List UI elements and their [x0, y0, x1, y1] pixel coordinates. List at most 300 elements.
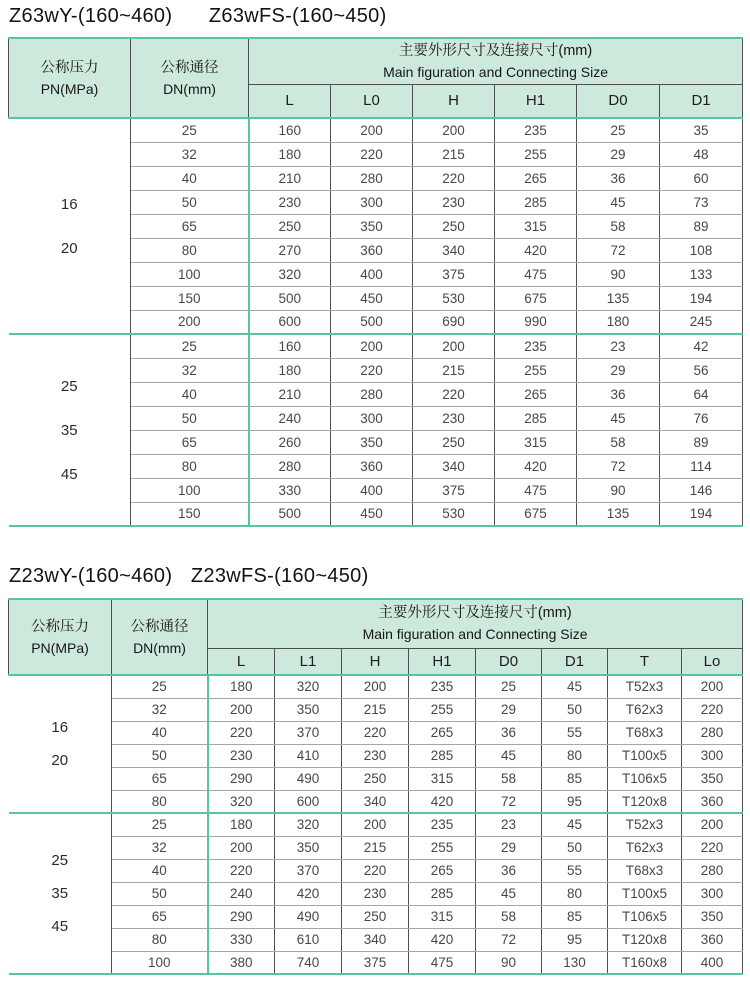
size-header-zh: 主要外形尺寸及连接尺寸(mm) — [378, 605, 572, 622]
column-header-d1: D1 — [660, 84, 743, 118]
value-cell: 220 — [331, 358, 413, 382]
value-cell: 133 — [660, 262, 743, 286]
dn-cell: 65 — [131, 430, 249, 454]
dn-cell: 80 — [112, 790, 208, 813]
pn-group-cell — [9, 813, 112, 974]
column-header-l: L — [249, 84, 331, 118]
value-cell: 490 — [275, 905, 342, 928]
table-row — [9, 882, 743, 905]
value-cell: 45 — [476, 744, 542, 767]
size-header-cell — [249, 38, 743, 84]
value-cell: 55 — [542, 859, 608, 882]
pn-value: 16 — [51, 719, 69, 736]
value-cell: 230 — [413, 406, 495, 430]
diameter-header-en: DN(mm) — [133, 639, 186, 656]
value-cell: 350 — [275, 698, 342, 721]
dn-cell: 100 — [131, 478, 249, 502]
value-cell: 200 — [331, 118, 413, 142]
dn-cell: 32 — [112, 698, 208, 721]
dn-cell: 50 — [131, 406, 249, 430]
model-range-z63wfs: Z63wFS-(160~450) — [208, 5, 387, 27]
value-cell: 215 — [413, 358, 495, 382]
value-cell: 230 — [249, 190, 331, 214]
pn-group-cell — [9, 675, 112, 813]
value-cell: 200 — [682, 675, 743, 698]
value-cell: 420 — [409, 790, 476, 813]
pn-value: 16 — [60, 195, 78, 213]
value-cell: 72 — [577, 454, 660, 478]
pn-values — [9, 196, 131, 257]
value-cell: T120x8 — [608, 928, 682, 951]
pn-value: 25 — [51, 852, 69, 869]
value-cell: 220 — [331, 142, 413, 166]
dn-cell: 50 — [112, 882, 208, 905]
value-cell: 72 — [476, 928, 542, 951]
value-cell: 200 — [208, 698, 275, 721]
value-cell: 130 — [542, 951, 608, 974]
column-header-l0: L0 — [331, 84, 413, 118]
pressure-header-cell — [9, 599, 112, 675]
value-cell: 215 — [413, 142, 495, 166]
dn-cell: 40 — [112, 859, 208, 882]
dn-cell: 25 — [112, 675, 208, 698]
value-cell: T52x3 — [608, 813, 682, 836]
value-cell: 29 — [577, 358, 660, 382]
value-cell: 255 — [495, 358, 577, 382]
size-header-en: Main figuration and Connecting Size — [383, 63, 608, 80]
value-cell: 200 — [342, 675, 409, 698]
column-header-h1: H1 — [409, 648, 476, 675]
value-cell: 42 — [660, 334, 743, 358]
table-row — [9, 334, 743, 358]
value-cell: 500 — [249, 502, 331, 526]
value-cell: T62x3 — [608, 836, 682, 859]
value-cell: 135 — [577, 286, 660, 310]
column-header-h: H — [413, 84, 495, 118]
value-cell: 320 — [208, 790, 275, 813]
value-cell: 235 — [495, 334, 577, 358]
value-cell: 300 — [331, 406, 413, 430]
value-cell: 260 — [249, 430, 331, 454]
diameter-header-cell — [112, 599, 208, 675]
dn-cell: 50 — [112, 744, 208, 767]
value-cell: 36 — [476, 721, 542, 744]
value-cell: 220 — [208, 721, 275, 744]
value-cell: 315 — [409, 905, 476, 928]
value-cell: 270 — [249, 238, 331, 262]
value-cell: 220 — [413, 166, 495, 190]
pressure-header-en: PN(MPa) — [40, 80, 99, 97]
value-cell: 500 — [331, 310, 413, 334]
value-cell: 370 — [275, 859, 342, 882]
pn-values — [9, 719, 112, 769]
value-cell: 740 — [275, 951, 342, 974]
value-cell: 315 — [409, 767, 476, 790]
value-cell: 285 — [409, 744, 476, 767]
value-cell: 475 — [495, 262, 577, 286]
pn-value: 20 — [51, 752, 69, 769]
value-cell: 420 — [495, 454, 577, 478]
value-cell: T100x5 — [608, 882, 682, 905]
diameter-header-en: DN(mm) — [163, 80, 216, 97]
value-cell: 200 — [342, 813, 409, 836]
value-cell: 250 — [413, 430, 495, 454]
value-cell: 475 — [495, 478, 577, 502]
value-cell: 90 — [577, 478, 660, 502]
value-cell: 600 — [249, 310, 331, 334]
column-header-l1: L1 — [275, 648, 342, 675]
value-cell: 200 — [413, 334, 495, 358]
value-cell: 23 — [476, 813, 542, 836]
model-range-z63wy: Z63wY-(160~460) — [9, 5, 173, 27]
value-cell: 250 — [249, 214, 331, 238]
value-cell: 220 — [208, 859, 275, 882]
value-cell: 45 — [577, 406, 660, 430]
value-cell: 330 — [208, 928, 275, 951]
value-cell: 89 — [660, 430, 743, 454]
pn-values — [9, 852, 112, 935]
value-cell: 280 — [682, 721, 743, 744]
value-cell: 45 — [542, 675, 608, 698]
value-cell: 350 — [331, 214, 413, 238]
column-header-h1: H1 — [495, 84, 577, 118]
dn-cell: 80 — [112, 928, 208, 951]
value-cell: 300 — [331, 190, 413, 214]
value-cell: 250 — [342, 767, 409, 790]
value-cell: 675 — [495, 286, 577, 310]
dn-cell: 25 — [131, 118, 249, 142]
value-cell: 600 — [275, 790, 342, 813]
value-cell: 210 — [249, 382, 331, 406]
value-cell: 235 — [409, 813, 476, 836]
column-header-d1: D1 — [542, 648, 608, 675]
value-cell: 45 — [476, 882, 542, 905]
value-cell: 315 — [495, 214, 577, 238]
table-row — [9, 790, 743, 813]
value-cell: 50 — [542, 836, 608, 859]
table-title-z23 — [9, 565, 742, 588]
value-cell: 215 — [342, 698, 409, 721]
value-cell: 400 — [331, 262, 413, 286]
value-cell: 95 — [542, 928, 608, 951]
model-range-z23wy: Z23wY-(160~460) — [9, 565, 173, 587]
value-cell: T52x3 — [608, 675, 682, 698]
column-header-d0: D0 — [577, 84, 660, 118]
value-cell: 500 — [249, 286, 331, 310]
value-cell: 400 — [331, 478, 413, 502]
diameter-header-zh: 公称通径 — [160, 59, 219, 76]
dn-cell: 40 — [131, 382, 249, 406]
value-cell: 200 — [413, 118, 495, 142]
table-row — [9, 859, 743, 882]
value-cell: 380 — [208, 951, 275, 974]
dn-cell: 40 — [112, 721, 208, 744]
value-cell: 280 — [682, 859, 743, 882]
value-cell: 320 — [275, 675, 342, 698]
value-cell: 265 — [409, 859, 476, 882]
dn-cell: 80 — [131, 454, 249, 478]
value-cell: 300 — [682, 744, 743, 767]
value-cell: 45 — [542, 813, 608, 836]
value-cell: 72 — [476, 790, 542, 813]
value-cell: 200 — [208, 836, 275, 859]
value-cell: 450 — [331, 502, 413, 526]
column-header-d0: D0 — [476, 648, 542, 675]
value-cell: 340 — [413, 238, 495, 262]
pn-group-cell — [9, 118, 131, 334]
value-cell: 25 — [577, 118, 660, 142]
value-cell: 114 — [660, 454, 743, 478]
value-cell: 160 — [249, 334, 331, 358]
value-cell: 360 — [682, 928, 743, 951]
pressure-group — [9, 118, 743, 334]
value-cell: 340 — [342, 928, 409, 951]
value-cell: 375 — [413, 478, 495, 502]
value-cell: 180 — [208, 675, 275, 698]
value-cell: 285 — [495, 406, 577, 430]
pn-value: 20 — [60, 239, 78, 257]
pressure-group — [9, 813, 743, 974]
value-cell: 210 — [249, 166, 331, 190]
model-range-z23wfs: Z23wFS-(160~450) — [190, 565, 369, 587]
value-cell: 530 — [413, 286, 495, 310]
pressure-header-zh: 公称压力 — [31, 618, 89, 635]
column-header-l: L — [208, 648, 275, 675]
value-cell: 89 — [660, 214, 743, 238]
pn-group-cell — [9, 334, 131, 526]
dn-cell: 32 — [131, 142, 249, 166]
value-cell: 250 — [413, 214, 495, 238]
table-row — [9, 928, 743, 951]
spec-table-z63 — [8, 37, 743, 527]
dn-cell: 50 — [131, 190, 249, 214]
value-cell: 255 — [409, 698, 476, 721]
pressure-header-cell — [9, 38, 131, 118]
value-cell: 146 — [660, 478, 743, 502]
value-cell: 200 — [331, 334, 413, 358]
value-cell: 490 — [275, 767, 342, 790]
pn-value: 45 — [51, 918, 69, 935]
value-cell: 80 — [542, 744, 608, 767]
pressure-header-en: PN(MPa) — [31, 639, 89, 656]
value-cell: 29 — [476, 698, 542, 721]
value-cell: T100x5 — [608, 744, 682, 767]
value-cell: 690 — [413, 310, 495, 334]
value-cell: 72 — [577, 238, 660, 262]
spec-table-z23 — [8, 598, 743, 975]
value-cell: 23 — [577, 334, 660, 358]
dn-cell: 150 — [131, 502, 249, 526]
pn-value: 35 — [51, 885, 69, 902]
value-cell: 58 — [577, 430, 660, 454]
dn-cell: 25 — [131, 334, 249, 358]
value-cell: 45 — [577, 190, 660, 214]
pressure-group — [9, 675, 743, 813]
value-cell: 280 — [249, 454, 331, 478]
value-cell: 48 — [660, 142, 743, 166]
pn-value: 25 — [60, 377, 78, 395]
value-cell: T106x5 — [608, 905, 682, 928]
value-cell: 285 — [495, 190, 577, 214]
value-cell: 360 — [682, 790, 743, 813]
value-cell: 350 — [331, 430, 413, 454]
dn-cell: 65 — [112, 905, 208, 928]
value-cell: 85 — [542, 767, 608, 790]
pn-values — [9, 378, 131, 483]
header-row-top — [9, 599, 743, 648]
value-cell: 25 — [476, 675, 542, 698]
dn-cell: 32 — [112, 836, 208, 859]
value-cell: 280 — [331, 382, 413, 406]
column-header-t: T — [608, 648, 682, 675]
pressure-header-zh: 公称压力 — [40, 59, 99, 76]
pn-value: 45 — [60, 465, 78, 483]
header-row-top — [9, 38, 743, 84]
value-cell: 36 — [577, 166, 660, 190]
value-cell: 530 — [413, 502, 495, 526]
table-row — [9, 118, 743, 142]
dn-cell: 100 — [131, 262, 249, 286]
table-row — [9, 951, 743, 974]
value-cell: 990 — [495, 310, 577, 334]
value-cell: 375 — [413, 262, 495, 286]
dn-cell: 150 — [131, 286, 249, 310]
value-cell: 160 — [249, 118, 331, 142]
value-cell: 215 — [342, 836, 409, 859]
pressure-group — [9, 334, 743, 526]
value-cell: 285 — [409, 882, 476, 905]
value-cell: T68x3 — [608, 721, 682, 744]
value-cell: 610 — [275, 928, 342, 951]
value-cell: 180 — [577, 310, 660, 334]
dn-cell: 25 — [112, 813, 208, 836]
pn-value: 35 — [60, 421, 78, 439]
value-cell: 265 — [409, 721, 476, 744]
value-cell: 675 — [495, 502, 577, 526]
value-cell: 360 — [331, 454, 413, 478]
value-cell: 64 — [660, 382, 743, 406]
table-row — [9, 675, 743, 698]
value-cell: 220 — [342, 721, 409, 744]
value-cell: 350 — [682, 767, 743, 790]
dn-cell: 200 — [131, 310, 249, 334]
value-cell: 300 — [682, 882, 743, 905]
value-cell: 76 — [660, 406, 743, 430]
value-cell: 420 — [409, 928, 476, 951]
table-row — [9, 905, 743, 928]
value-cell: 265 — [495, 382, 577, 406]
table-row — [9, 767, 743, 790]
dn-cell: 100 — [112, 951, 208, 974]
table-header — [9, 599, 743, 675]
value-cell: 220 — [342, 859, 409, 882]
size-header-zh: 主要外形尺寸及连接尺寸(mm) — [398, 42, 593, 59]
value-cell: 235 — [495, 118, 577, 142]
diameter-header-zh: 公称通径 — [130, 618, 189, 635]
value-cell: 340 — [342, 790, 409, 813]
value-cell: 194 — [660, 286, 743, 310]
value-cell: T160x8 — [608, 951, 682, 974]
value-cell: 80 — [542, 882, 608, 905]
dn-cell: 40 — [131, 166, 249, 190]
table-title-z63 — [9, 5, 742, 28]
value-cell: 290 — [208, 905, 275, 928]
value-cell: 36 — [577, 382, 660, 406]
value-cell: 230 — [342, 882, 409, 905]
column-header-lo: Lo — [682, 648, 743, 675]
dn-cell: 65 — [112, 767, 208, 790]
table-row — [9, 698, 743, 721]
value-cell: 255 — [409, 836, 476, 859]
value-cell: 240 — [208, 882, 275, 905]
value-cell: 90 — [476, 951, 542, 974]
value-cell: 56 — [660, 358, 743, 382]
value-cell: 35 — [660, 118, 743, 142]
value-cell: 36 — [476, 859, 542, 882]
value-cell: 245 — [660, 310, 743, 334]
column-header-h: H — [342, 648, 409, 675]
value-cell: 475 — [409, 951, 476, 974]
value-cell: 194 — [660, 502, 743, 526]
value-cell: 230 — [208, 744, 275, 767]
value-cell: 290 — [208, 767, 275, 790]
value-cell: 240 — [249, 406, 331, 430]
size-header-en: Main figuration and Connecting Size — [362, 626, 588, 643]
value-cell: 230 — [413, 190, 495, 214]
value-cell: 375 — [342, 951, 409, 974]
value-cell: 29 — [476, 836, 542, 859]
value-cell: 29 — [577, 142, 660, 166]
value-cell: 450 — [331, 286, 413, 310]
value-cell: 330 — [249, 478, 331, 502]
value-cell: 58 — [476, 767, 542, 790]
value-cell: 230 — [342, 744, 409, 767]
value-cell: 90 — [577, 262, 660, 286]
value-cell: 265 — [495, 166, 577, 190]
value-cell: 420 — [495, 238, 577, 262]
value-cell: 370 — [275, 721, 342, 744]
table-row — [9, 836, 743, 859]
value-cell: 58 — [577, 214, 660, 238]
value-cell: 180 — [208, 813, 275, 836]
table-row — [9, 744, 743, 767]
value-cell: 320 — [249, 262, 331, 286]
dn-cell: 80 — [131, 238, 249, 262]
value-cell: 180 — [249, 358, 331, 382]
value-cell: T62x3 — [608, 698, 682, 721]
value-cell: 85 — [542, 905, 608, 928]
value-cell: 220 — [682, 836, 743, 859]
value-cell: 220 — [682, 698, 743, 721]
value-cell: 350 — [682, 905, 743, 928]
dn-cell: 32 — [131, 358, 249, 382]
value-cell: 220 — [413, 382, 495, 406]
value-cell: 400 — [682, 951, 743, 974]
value-cell: 135 — [577, 502, 660, 526]
value-cell: 50 — [542, 698, 608, 721]
value-cell: 60 — [660, 166, 743, 190]
value-cell: 55 — [542, 721, 608, 744]
value-cell: 108 — [660, 238, 743, 262]
value-cell: 180 — [249, 142, 331, 166]
value-cell: T68x3 — [608, 859, 682, 882]
diameter-header-cell — [131, 38, 249, 118]
size-header-cell — [208, 599, 743, 648]
dn-cell: 65 — [131, 214, 249, 238]
value-cell: T106x5 — [608, 767, 682, 790]
value-cell: 420 — [275, 882, 342, 905]
value-cell: 320 — [275, 813, 342, 836]
